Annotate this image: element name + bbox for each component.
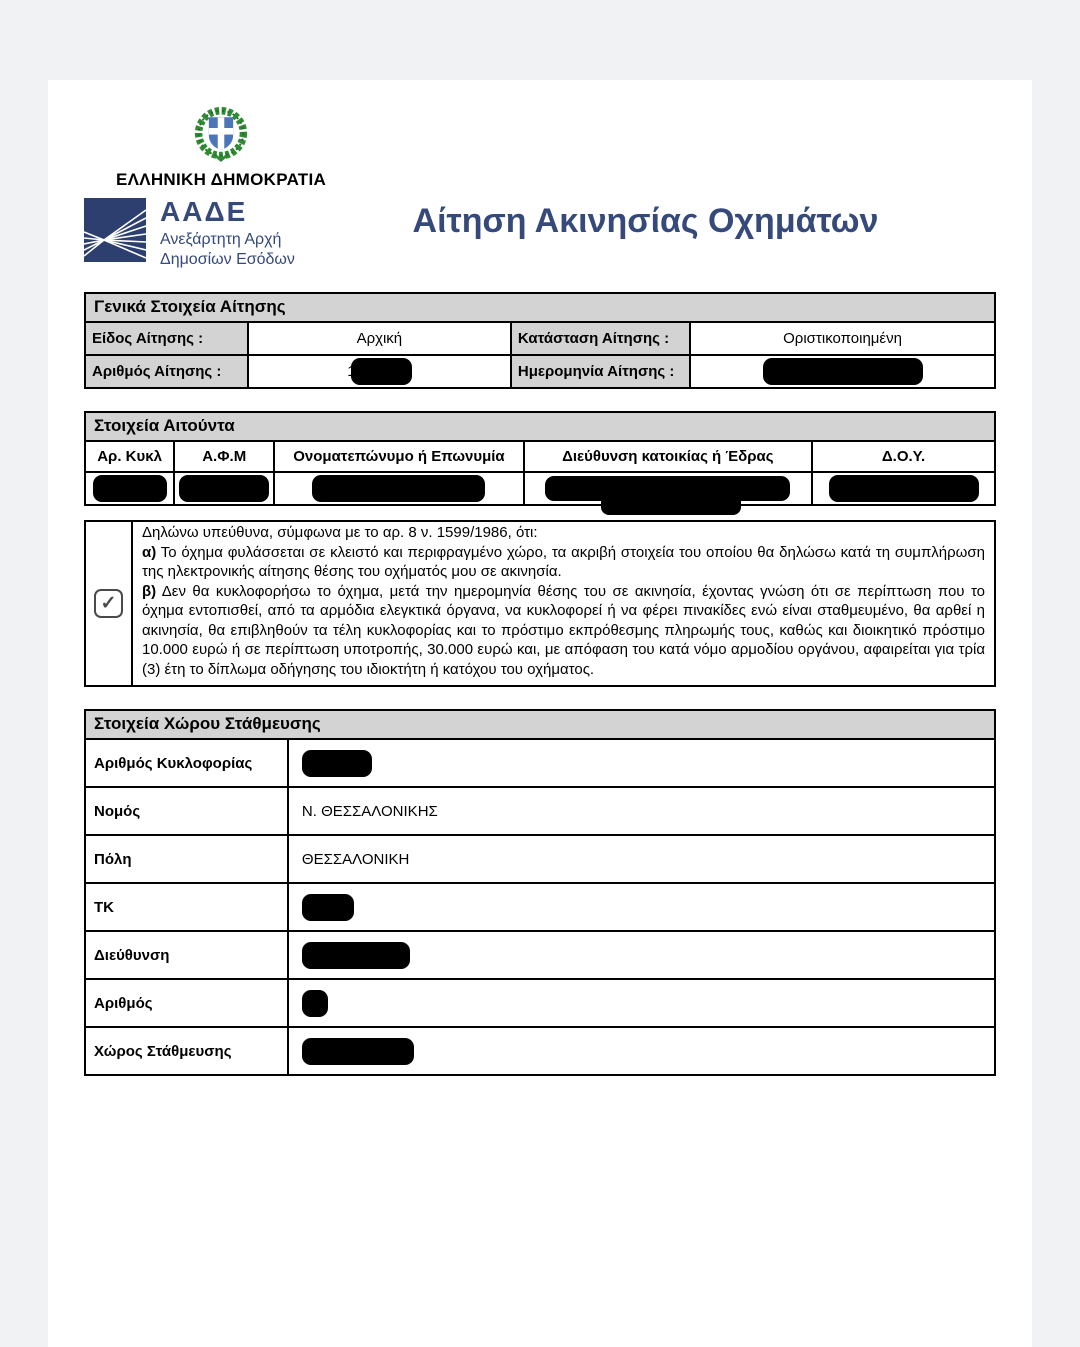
- aade-wordmark: [160, 198, 295, 270]
- field-value-street: [288, 931, 995, 979]
- page-title: Αίτηση Ακινησίας Οχημάτων: [412, 202, 879, 240]
- field-label-application-number: Αριθμός Αίτησης :: [85, 355, 248, 388]
- table-row: [85, 979, 995, 1027]
- declaration-text: [133, 522, 994, 685]
- field-value-street-number: [288, 979, 995, 1027]
- field-value-application-type: Αρχική: [248, 322, 511, 355]
- field-label-prefecture: Νομός: [85, 787, 288, 835]
- table-row: [85, 883, 995, 931]
- section-parking: [84, 709, 996, 1076]
- field-label-parking-place: Χώρος Στάθμευσης: [85, 1027, 288, 1075]
- table-row: [85, 835, 995, 883]
- column-header-doy: Δ.Ο.Υ.: [812, 441, 995, 472]
- aade-logo-icon: [84, 198, 146, 262]
- field-label-application-type: Είδος Αίτησης :: [85, 322, 248, 355]
- field-value-plate-number: [288, 739, 995, 787]
- greek-coat-of-arms-icon: [112, 106, 330, 164]
- redacted-value: [302, 750, 372, 777]
- declaration-item-b: β) Δεν θα κυκλοφορήσω το όχημα, μετά την ημερομηνία θέσης του σε ακινησία, έχοντας γνώση ότι σε περίπτωση που το όχημα εντοπισθεί, από τα αρμόδια ελεγκτικά όργανα, να κυκλοφορεί ή να φέρει πινακίδες ενώ είναι σταθμευμένο, θα αρθεί η ακινησία, θα επιβληθούν τα τέλη κυκλοφορίας και το πρόστιμο εκπρόθεσμης πληρωμής τους, καθώς και διοικητικό πρόστιμο 10.000 ευρώ ή σε περίπτωση υποτροπής, 30.000 ευρώ και, με απόφαση του κατά νόμο αρμοδίου οργάνου, αφαιρείται για τρία (3) έτη το δίπλωμα οδήγησης του ιδιοκτήτη ή κατόχου του οχήματος.: [142, 582, 985, 678]
- aade-subtitle-line2: Δημοσίων Εσόδων: [160, 251, 295, 268]
- declaration-item-a: α) Το όχημα φυλάσσεται σε κλειστό και περιφραγμένο χώρο, τα ακριβή στοιχεία του οποίου θα δηλώσω κατά τη συμπλήρωση της ηλεκτρονικής αίτησης θέσης του οχήματός μου σε ακινησία.: [142, 543, 985, 580]
- document-page: [48, 80, 1032, 1347]
- declaration-checkbox[interactable]: [94, 589, 123, 618]
- table-row: [85, 355, 995, 388]
- table-row: [85, 931, 995, 979]
- cell-name: [274, 472, 523, 505]
- field-value-city: ΘΕΣΣΑΛΟΝΙΚΗ: [288, 835, 995, 883]
- column-header-afm: Α.Φ.Μ: [174, 441, 274, 472]
- parking-table: [84, 738, 996, 1076]
- redacted-value: [302, 942, 410, 969]
- declaration-intro: Δηλώνω υπεύθυνα, σύμφωνα με το αρ. 8 ν. 1599/1986, ότι:: [142, 524, 538, 541]
- section-applicant: [84, 411, 996, 506]
- table-row: [85, 787, 995, 835]
- republic-label: ΕΛΛΗΝΙΚΗ ΔΗΜΟΚΡΑΤΙΑ: [115, 170, 327, 189]
- government-header: [112, 106, 330, 190]
- table-row: [85, 322, 995, 355]
- field-value-parking-place: [288, 1027, 995, 1075]
- general-table: [84, 321, 996, 389]
- redacted-value: [302, 1038, 414, 1065]
- redacted-value: [312, 475, 485, 502]
- cell-afm: [174, 472, 274, 505]
- field-label-postal-code: ΤΚ: [85, 883, 288, 931]
- column-header-name: Ονοματεπώνυμο ή Επωνυμία: [274, 441, 523, 472]
- table-row: [85, 472, 995, 505]
- column-header-address: Διεύθυνση κατοικίας ή Έδρας: [524, 441, 812, 472]
- field-label-street: Διεύθυνση: [85, 931, 288, 979]
- field-value-prefecture: Ν. ΘΕΣΣΑΛΟΝΙΚΗΣ: [288, 787, 995, 835]
- field-value-application-date: [690, 355, 995, 388]
- section-general: [84, 292, 996, 389]
- section-applicant-title: Στοιχεία Αιτούντα: [84, 411, 996, 442]
- section-parking-title: Στοιχεία Χώρου Στάθμευσης: [84, 709, 996, 740]
- table-row: [85, 1027, 995, 1075]
- declaration-block: [84, 520, 996, 687]
- cell-plate: [85, 472, 174, 505]
- redacted-value: [829, 475, 979, 502]
- section-general-title: Γενικά Στοιχεία Αίτησης: [84, 292, 996, 323]
- aade-acronym: ΑΑΔΕ: [160, 196, 248, 227]
- field-label-plate-number: Αριθμός Κυκλοφορίας: [85, 739, 288, 787]
- field-label-application-status: Κατάσταση Αίτησης :: [511, 322, 690, 355]
- check-icon: ✓: [100, 593, 117, 614]
- redacted-value: [93, 475, 167, 502]
- redacted-value-multiline: [545, 475, 790, 502]
- cell-address: [524, 472, 812, 505]
- table-row: [85, 739, 995, 787]
- field-value-application-status: Οριστικοποιημένη: [690, 322, 995, 355]
- column-header-plate: Αρ. Κυκλ: [85, 441, 174, 472]
- redacted-value: [179, 475, 269, 502]
- field-label-city: Πόλη: [85, 835, 288, 883]
- field-label-street-number: Αριθμός: [85, 979, 288, 1027]
- table-header-row: [85, 441, 995, 472]
- redacted-value: [763, 358, 923, 385]
- aade-subtitle-line1: Ανεξάρτητη Αρχή: [160, 231, 282, 248]
- cell-doy: [812, 472, 995, 505]
- field-value-postal-code: [288, 883, 995, 931]
- redacted-value: [302, 894, 354, 921]
- redacted-value: [351, 358, 412, 385]
- applicant-table: [84, 440, 996, 506]
- field-label-application-date: Ημερομηνία Αίτησης :: [511, 355, 690, 388]
- redacted-value: [302, 990, 328, 1017]
- visible-digit: 1: [347, 363, 356, 380]
- field-value-application-number: [248, 355, 511, 388]
- declaration-checkbox-column: [86, 522, 133, 685]
